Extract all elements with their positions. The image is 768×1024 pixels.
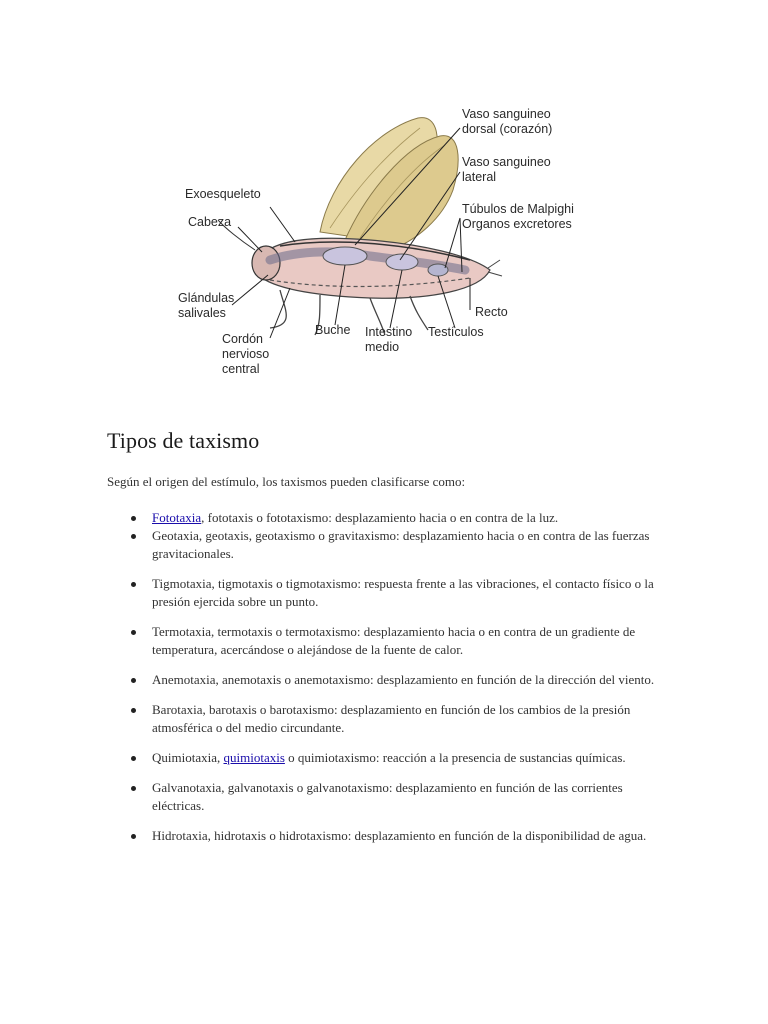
list-item-text: , fototaxis o fototaxismo: desplazamiento hacia o en contra de la luz. [201,510,559,525]
list-item [107,623,667,659]
label-recto: Recto [475,305,508,319]
list-item-text: Galvanotaxia, galvanotaxis o galvanotaxismo: desplazamiento en función de las corrientes eléctricas. [152,780,623,813]
list-item-text: Barotaxia, barotaxis o barotaxismo: desplazamiento en función de los cambios de la presión atmosférica o del medio circundante. [152,702,631,735]
list-item [107,671,667,689]
intro-paragraph: Según el origen del estímulo, los taxismos pueden clasificarse como: [107,474,466,489]
label-vaso-dorsal-1: Vaso sanguineo [462,107,551,121]
list-item-text: Termotaxia, termotaxis o termotaxismo: desplazamiento hacia o en contra de un gradiente de temperatura, acercándose o alejándose de la fuente de calor. [152,624,636,657]
quimiotaxis-link[interactable]: quimiotaxis [223,750,285,765]
taxismo-list [107,509,667,845]
list-item-text: Hidrotaxia, hidrotaxis o hidrotaxismo: desplazamiento en función de la disponibilidad de agua. [152,828,647,843]
label-glandulas-1: Glándulas [178,291,235,305]
label-tubulos-2: Organos excretores [462,217,572,231]
label-cordon-1: Cordón [222,332,263,346]
label-vaso-lateral-2: lateral [462,170,497,184]
label-intestino-2: medio [365,340,400,354]
list-item-prefix: Quimiotaxia, [152,750,224,765]
list-item [107,527,667,563]
label-exoesqueleto: Exoesqueleto [185,187,261,201]
label-vaso-lateral-1: Vaso sanguineo [462,155,551,169]
list-item-text: Tigmotaxia, tigmotaxis o tigmotaxismo: respuesta frente a las vibraciones, el contacto físico o la presión ejercida sobre un punto. [152,576,654,609]
label-tubulos-1: Túbulos de Malpighi [462,202,574,216]
insect-anatomy-figure [170,100,600,385]
list-item [107,701,667,737]
list-item [107,749,667,767]
insect-anatomy-diagram [170,100,600,385]
label-buche: Buche [315,323,351,337]
label-testiculos: Testículos [428,325,484,339]
list-item [107,575,667,611]
label-cabeza: Cabeza [188,215,232,229]
list-item-text: o quimiotaxismo: reacción a la presencia de sustancias químicas. [284,750,626,765]
list-item [107,827,667,845]
label-intestino-1: Intestino [365,325,413,339]
label-cordon-2: nervioso [222,347,270,361]
insect-head [252,246,280,280]
list-item-text: Geotaxia, geotaxis, geotaxismo o gravitaxismo: desplazamiento hacia o en contra de las fuerzas gravitacionales. [152,528,650,561]
label-cordon-3: central [222,362,260,376]
list-item [107,509,667,527]
label-glandulas-2: salivales [178,306,226,320]
fototaxia-link[interactable]: Fototaxia [152,510,202,525]
section-heading: Tipos de taxismo [107,428,260,453]
label-vaso-dorsal-2: dorsal (corazón) [462,122,553,136]
list-item [107,779,667,815]
list-item-text: Anemotaxia, anemotaxis o anemotaxismo: desplazamiento en función de la dirección del viento. [152,672,655,687]
